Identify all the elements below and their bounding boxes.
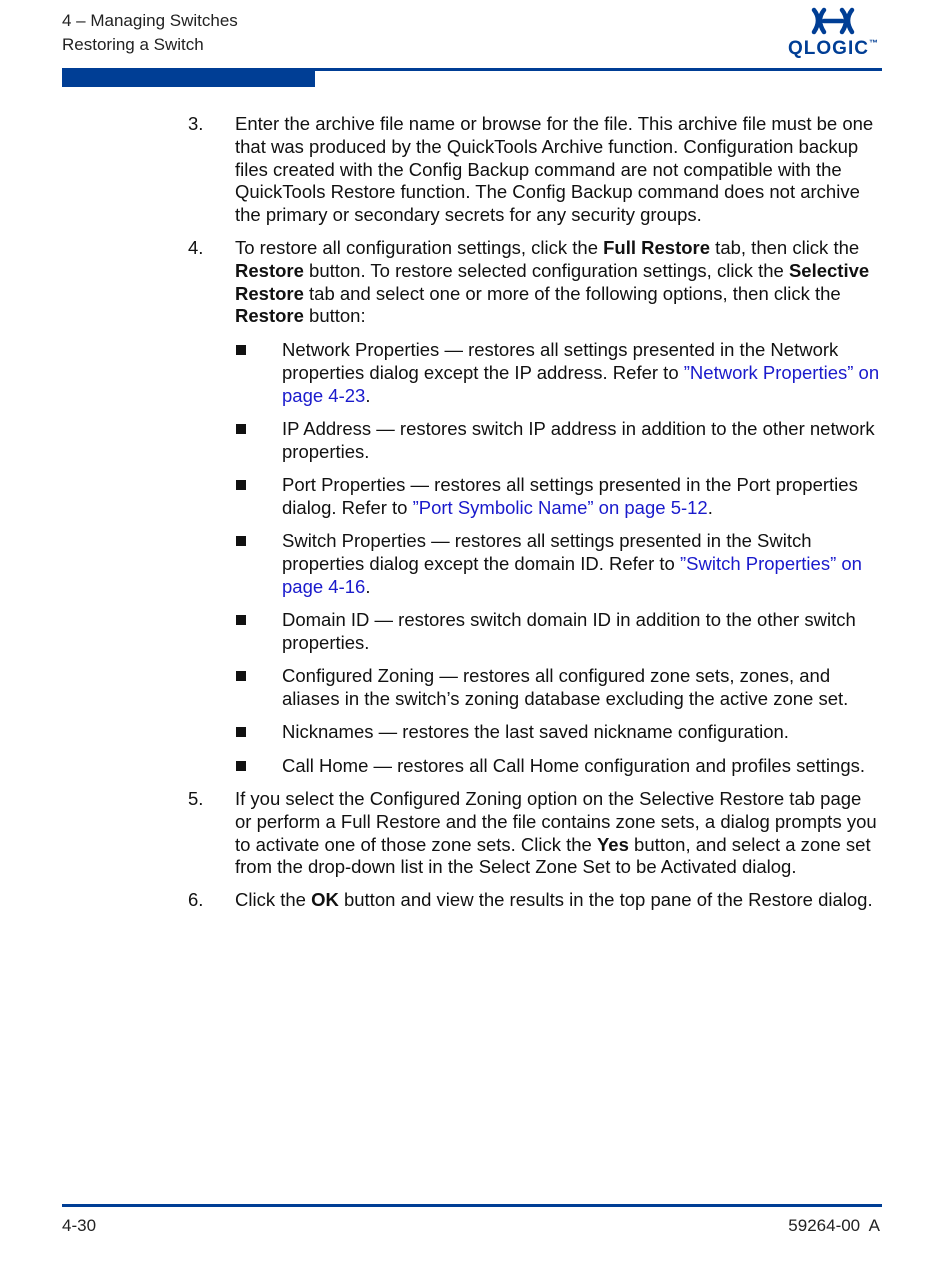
bullet-square-icon — [236, 615, 246, 625]
step-text: If you select the Configured Zoning option on the Selective Restore tab page or perform a Full Restore and the file contains zone sets, a dialog prompts you to activate one of those zone sets. Click the Yes button, and select a zone set from the drop-down list in the Select Zone Set to be Activated dialog. — [235, 787, 877, 878]
bullet-square-icon — [236, 727, 246, 737]
list-item: Configured Zoning — restores all configured zone sets, zones, and aliases in the switch’s zoning database excluding the active zone set. — [235, 665, 880, 711]
list-item: Port Properties — restores all settings presented in the Port properties dialog. Refer to ”Port Symbolic Name” on page 5-12. — [235, 474, 880, 520]
bullet-square-icon — [236, 345, 246, 355]
step-5 — [188, 788, 880, 879]
page-number: 4-30 — [62, 1216, 97, 1235]
running-header — [62, 9, 238, 57]
cross-ref-link[interactable]: ”Network Properties” on page 4-23 — [282, 361, 880, 406]
header-rule-accent — [62, 68, 315, 87]
cross-ref-link[interactable]: ”Switch Properties” on page 4-16 — [282, 553, 862, 597]
list-item: Call Home — restores all Call Home configuration and profiles settings. — [235, 755, 880, 778]
step-3 — [188, 113, 880, 227]
step-number: 3. — [188, 113, 204, 134]
list-item: Network Properties — restores all settings presented in the Network properties dialog except the IP address. Refer to ”Network Properties” on page 4-23. — [235, 339, 880, 407]
bullet-square-icon — [236, 424, 246, 434]
step-6 — [188, 889, 880, 912]
step-number: 4. — [188, 236, 204, 258]
step-number: 5. — [188, 787, 204, 809]
bullet-square-icon — [236, 671, 246, 681]
chapter-title: 4 – Managing Switches — [62, 11, 238, 30]
cross-ref-link[interactable]: ”Port Symbolic Name” on page 5-12 — [412, 496, 708, 518]
list-item: Nicknames — restores the last saved nickname configuration. — [235, 721, 880, 744]
list-item: Switch Properties — restores all settings presented in the Switch properties dialog except the domain ID. Refer to ”Switch Properties” on page 4-16. — [235, 530, 880, 598]
step-number: 6. — [188, 889, 204, 911]
document-id: 59264-00 A — [788, 1216, 880, 1235]
step-4 — [188, 237, 880, 777]
bullet-square-icon — [236, 480, 246, 490]
bullet-square-icon — [236, 536, 246, 546]
section-title: Restoring a Switch — [62, 35, 204, 54]
page-body — [188, 113, 880, 922]
restore-options-list — [235, 339, 880, 777]
list-item: Domain ID — restores switch domain ID in addition to the other switch properties. — [235, 609, 880, 655]
footer-rule — [62, 1204, 882, 1207]
logo-wordmark: QLOGIC™ — [788, 38, 879, 59]
list-item: IP Address — restores switch IP address in addition to the other network properties. — [235, 418, 880, 464]
step-text: Enter the archive file name or browse for the file. This archive file must be one that was produced by the QuickTools Archive function. Configuration backup files created with the Config Backup command are not compatible with the QuickTools Restore function. The Config Backup command does not archive the primary or secondary secrets for any security groups. — [235, 113, 874, 226]
qlogic-logo — [788, 6, 878, 62]
step-text: Click the OK button and view the results in the top pane of the Restore dialog. — [235, 889, 873, 911]
qlogic-logo-icon — [810, 6, 856, 36]
bullet-square-icon — [236, 761, 246, 771]
step-text: To restore all configuration settings, click the Full Restore tab, then click the Restore button. To restore selected configuration settings, click the Selective Restore tab and select one or more of the following options, then click the Restore button: — [235, 236, 870, 327]
